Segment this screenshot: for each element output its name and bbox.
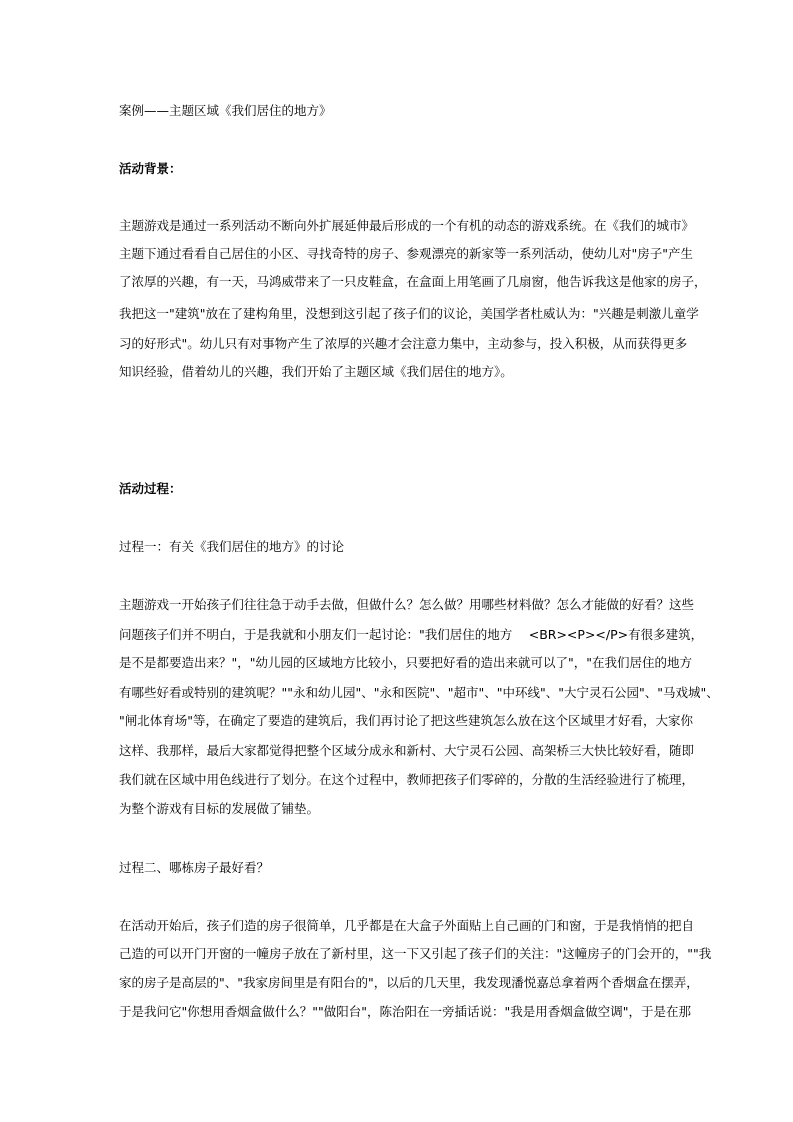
process1-line: 有哪些好看或特别的建筑呢？""永和幼儿园"、"永和医院"、"超市"、"中环线"、"大宁灵石公园"、"马戏城"、 <box>119 685 719 700</box>
process2-line: 己造的可以开门开窗的一幢房子放在了新村里，这一下又引起了孩子们的关注："这幢房子的门会开的，""我 <box>119 946 712 961</box>
process2-line: 于是我问它"你想用香烟盒做什么？""做阳台"，陈治阳在一旁插话说："我是用香烟盒做空调"，于是在那 <box>119 1004 691 1019</box>
process1-line: 这样、我那样，最后大家都觉得把整个区域分成永和新村、大宁灵石公园、高架桥三大快比较好看，随即 <box>119 743 695 758</box>
document-title: 案例——主题区域《我们居住的地方》 <box>119 103 332 118</box>
process2-line: 在活动开始后，孩子们造的房子很简单，几乎都是在大盒子外面贴上自己画的门和窗，于是我悄悄的把自 <box>119 918 695 933</box>
process2-line: 家的房子是高层的"、"我家房间里是有阳台的"，以后的几天里，我发现潘悦嘉总拿着两个香烟盒在摆弄， <box>119 975 699 990</box>
process-heading: 活动过程： <box>119 481 182 496</box>
process1-line: 是不是都要造出来？"，"幼儿园的区域地方比较小，只要把好看的造出来就可以了"，"在我们居住的地方 <box>119 655 693 670</box>
background-line: 主题游戏是通过一系列活动不断向外扩展延伸最后形成的一个有机的动态的游戏系统。在《我们的城市》 <box>119 218 695 233</box>
process1-title: 过程一：有关《我们居住的地方》的讨论 <box>119 539 345 554</box>
background-line: 我把这一"建筑"放在了建构角里，没想到这引起了孩子们的议论，美国学者杜威认为："兴趣是刺激儿童学 <box>119 306 699 321</box>
process1-line: 主题游戏一开始孩子们往往急于动手去做，但做什么？怎么做？用哪些材料做？怎么才能做的好看？这些 <box>119 597 695 612</box>
process1-line: 问题孩子们并不明白，于是我就和小朋友们一起讨论："我们居住的地方 <BR><P></P>有很多建筑， <box>119 627 704 642</box>
process1-line: "闸北体育场"等，在确定了要造的建筑后，我们再讨论了把这些建筑怎么放在这个区域里才好看，大家你 <box>119 713 694 728</box>
process1-line: 为整个游戏有目标的发展做了铺垫。 <box>119 801 320 816</box>
process2-title: 过程二、哪栋房子最好看？ <box>119 860 270 875</box>
background-line: 知识经验，借着幼儿的兴趣，我们开始了主题区域《我们居住的地方》。 <box>119 364 513 379</box>
background-heading: 活动背景： <box>119 161 182 176</box>
background-line: 习的好形式"。幼儿只有对事物产生了浓厚的兴趣才会注意力集中，主动参与，投入积极，从而获得更多 <box>119 336 688 351</box>
process1-line: 我们就在区域中用色线进行了划分。在这个过程中，教师把孩子们零碎的，分散的生活经验进行了梳理， <box>119 772 695 787</box>
background-line: 了浓厚的兴趣，有一天，马鸿威带来了一只皮鞋盒，在盒面上用笔画了几扇窗，他告诉我这是他家的房子， <box>119 274 707 289</box>
background-line: 主题下通过看看自己居住的小区、寻找奇特的房子、参观漂亮的新家等一系列活动，使幼儿对"房子"产生 <box>119 246 694 261</box>
